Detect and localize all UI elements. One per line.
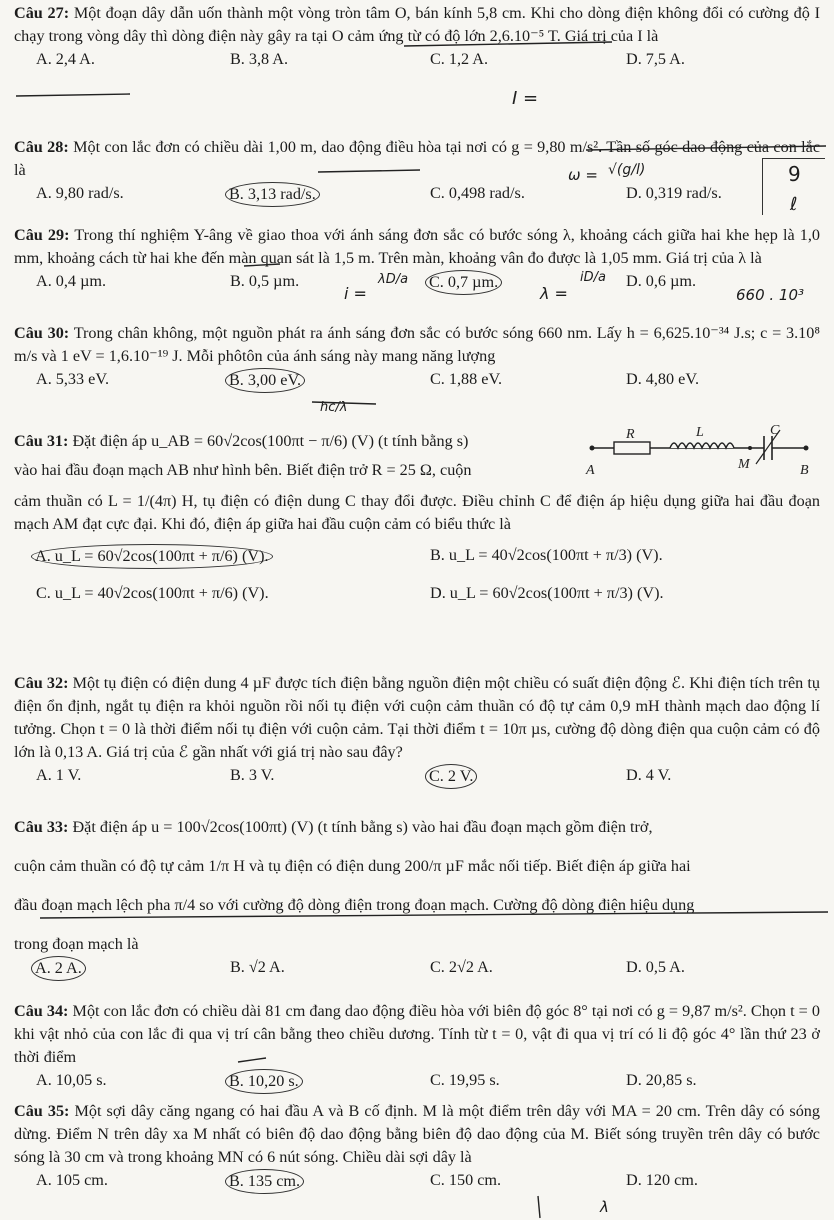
question-stem: Một con lắc đơn có chiều dài 1,00 m, dao động điều hòa tại nơi có g = 9,80 m/s². Tần số góc dao động của con lắc là xyxy=(14,138,821,179)
question-stem-line2: cuộn cảm thuần có độ tự cảm 1/π H và tụ điện có điện dung 200/π µF mắc nối tiếp. Biết điện áp giữa hai xyxy=(14,857,691,875)
option-a-circled[interactable] xyxy=(36,544,273,569)
option-b-circled[interactable] xyxy=(230,1169,304,1194)
question-stem: Trong thí nghiệm Y-âng về giao thoa với ánh sáng đơn sắc có bước sóng λ, khoảng cách giữa hai khe hẹp là 1,0 mm, khoảng cách từ hai khe đến màn quan sát là 1,5 m. Trên màn, khoảng vân đo được là 1,05 mm. Giá trị của λ là xyxy=(14,226,820,267)
option-a[interactable]: A. 1 V. xyxy=(36,766,82,784)
terminal-b xyxy=(804,446,809,451)
question-number: Câu 30: xyxy=(14,324,70,342)
resistor-symbol xyxy=(614,442,650,454)
option-a[interactable]: A. 5,33 eV. xyxy=(36,370,109,388)
options-row xyxy=(14,1169,820,1193)
question-34 xyxy=(14,1000,820,1093)
option-c[interactable]: C. 0,498 rad/s. xyxy=(430,184,525,202)
handwritten-note: λ = xyxy=(540,284,568,303)
label-a: A xyxy=(586,463,595,478)
option-c[interactable]: C. 2√2 A. xyxy=(430,958,493,976)
question-number: Câu 34: xyxy=(14,1002,69,1020)
option-a[interactable]: A. 10,05 s. xyxy=(36,1071,107,1089)
answer-circle: B. 135 cm. xyxy=(225,1169,304,1194)
option-d[interactable]: D. u_L = 60√2cos(100πt + π/3) (V). xyxy=(430,584,664,602)
answer-circle: C. 2 V. xyxy=(425,764,477,789)
label-l: L xyxy=(696,425,704,440)
handwritten-note: λ xyxy=(600,1198,609,1216)
options-row xyxy=(14,764,820,788)
question-stem-line4: trong đoạn mạch là xyxy=(14,935,139,953)
options-row xyxy=(14,1069,820,1093)
pen-stroke xyxy=(538,1196,540,1218)
question-stem: Một đoạn dây dẫn uốn thành một vòng tròn tâm O, bán kính 5,8 cm. Khi cho dòng điện không đổi có cường độ I chạy trong vòng dây thì dòng điện này gây ra tại O cảm ứng từ có độ lớn 2,6.10⁻⁵ T. Giá trị của I là xyxy=(14,4,820,45)
circuit-diagram xyxy=(584,424,818,484)
handwritten-note: ω = xyxy=(568,166,598,184)
question-stem-line1: Đặt điện áp u = 100√2cos(100πt) (V) (t tính bằng s) vào hai đầu đoạn mạch gồm điện trở, xyxy=(72,818,653,836)
answer-circle: B. 10,20 s. xyxy=(225,1069,303,1094)
question-number: Câu 29: xyxy=(14,226,70,244)
handwritten-note: √(g/l) xyxy=(608,162,646,178)
inductor-symbol xyxy=(670,443,734,448)
answer-circle: A. 2 A. xyxy=(31,956,86,981)
handwritten-note: iD/a xyxy=(580,270,606,285)
question-stem: Một sợi dây căng ngang có hai đầu A và B cố định. M là một điểm trên dây với MA = 20 cm. Trên dây có sóng dừng. Điểm N trên dây xa M nhất có biên độ dao động bằng biên độ dao động của M. Biết sóng truyền trên dây có bước sóng là 30 cm và trong khoảng MN có 6 nút sóng. Chiều dài sợi dây là xyxy=(14,1102,820,1166)
question-29 xyxy=(14,224,820,294)
question-stem: Trong chân không, một nguồn phát ra ánh sáng đơn sắc có bước sóng 660 nm. Lấy h = 6,625.10⁻³⁴ J.s; c = 3.10⁸ m/s và 1 eV = 1,6.10⁻¹⁹ J. Mỗi phôtôn của ánh sáng này mang năng lượng xyxy=(14,324,820,365)
label-r: R xyxy=(626,427,635,442)
label-b: B xyxy=(800,463,809,478)
options-row xyxy=(14,582,820,612)
terminal-a xyxy=(590,446,595,451)
handwritten-note: λD/a xyxy=(378,272,409,287)
question-number: Câu 33: xyxy=(14,818,69,836)
question-stem-line1: Đặt điện áp u_AB = 60√2cos(100πt − π/6) (V) (t tính bằng s) xyxy=(72,432,469,450)
underline-stroke xyxy=(16,94,130,96)
option-a-circled[interactable] xyxy=(36,956,86,981)
handwritten-note: i = xyxy=(344,284,367,303)
handwritten-note: hc/λ xyxy=(320,400,348,415)
handwritten-note: I = xyxy=(512,88,539,109)
answer-circle: B. 3,00 eV. xyxy=(225,368,305,393)
options-row xyxy=(14,956,820,980)
answer-circle: A. u_L = 60√2cos(100πt + π/6) (V). xyxy=(31,544,273,569)
question-number: Câu 35: xyxy=(14,1102,70,1120)
option-c-circled[interactable] xyxy=(430,270,502,295)
question-number: Câu 32: xyxy=(14,674,69,692)
label-m: M xyxy=(738,457,750,472)
question-stem: Một con lắc đơn có chiều dài 81 cm đang dao động điều hòa với biên độ góc 8° tại nơi có g = 9,87 m/s². Chọn t = 0 khi vật nhỏ của con lắc đi qua vị trí cân bằng theo chiều dương. Tính từ t = 0, vật đi qua vị trí có li độ góc 4° lần thứ 23 ở thời điểm xyxy=(14,1002,820,1066)
question-33 xyxy=(14,816,820,980)
question-35 xyxy=(14,1100,820,1193)
options-row xyxy=(14,182,820,206)
option-d[interactable]: D. 4,80 eV. xyxy=(626,370,699,388)
question-stem-line3: cảm thuần có L = 1/(4π) H, tụ điện có điện dung C thay đổi được. Điều chỉnh C để điện áp hiệu dụng giữa hai đầu đoạn mạch AM đạt cực đại. Khi đó, điện áp giữa hai đầu cuộn cảm có biểu thức là xyxy=(14,492,820,533)
answer-circle: C. 0,7 µm. xyxy=(425,270,502,295)
option-d[interactable]: D. 4 V. xyxy=(626,766,672,784)
option-c[interactable]: C. u_L = 40√2cos(100πt + π/6) (V). xyxy=(36,584,269,602)
options-row xyxy=(14,368,820,392)
option-d[interactable]: D. 0,6 µm. xyxy=(626,272,697,290)
option-b[interactable]: B. √2 A. xyxy=(230,958,285,976)
option-d[interactable]: D. 20,85 s. xyxy=(626,1071,697,1089)
question-number: Câu 28: xyxy=(14,138,69,156)
question-stem-line3: đầu đoạn mạch lệch pha π/4 so với cường độ dòng điện trong đoạn mạch. Cường độ dòng điện hiệu dụng xyxy=(14,896,695,914)
option-b[interactable]: B. 3,8 A. xyxy=(230,50,289,68)
answer-circle: B. 3,13 rad/s. xyxy=(225,182,320,207)
option-c[interactable]: C. 1,2 A. xyxy=(430,50,489,68)
option-a[interactable]: A. 2,4 A. xyxy=(36,50,95,68)
options-row xyxy=(14,544,820,574)
option-b-circled[interactable] xyxy=(230,182,320,207)
option-b[interactable]: B. u_L = 40√2cos(100πt + π/3) (V). xyxy=(430,546,663,564)
question-number: Câu 27: xyxy=(14,4,70,22)
node-m xyxy=(748,446,752,450)
option-d[interactable]: D. 0,319 rad/s. xyxy=(626,184,722,202)
option-b[interactable]: B. 0,5 µm. xyxy=(230,272,300,290)
handwritten-note: 9 xyxy=(788,162,801,186)
option-c[interactable]: C. 19,95 s. xyxy=(430,1071,500,1089)
option-c-circled[interactable] xyxy=(430,764,477,789)
option-b-circled[interactable] xyxy=(230,368,305,393)
options-row xyxy=(14,270,820,294)
question-28 xyxy=(14,136,820,206)
option-a[interactable]: A. 0,4 µm. xyxy=(36,272,107,290)
option-b[interactable]: B. 3 V. xyxy=(230,766,275,784)
option-c[interactable]: C. 150 cm. xyxy=(430,1171,502,1189)
question-stem: Một tụ điện có điện dung 4 µF được tích điện bằng nguồn điện một chiều có suất điện động ℰ. Khi điện tích trên tụ điện ổn định, ngắt tụ điện ra khỏi nguồn rồi nối tụ điện với cuộn cảm thuần có độ tự cảm 0,9 mH thành mạch dao động lí tưởng. Chọn t = 0 là thời điểm nối tụ điện với cuộn cảm. Tại thời điểm t = 10π µs, cường độ dòng điện qua cuộn cảm có độ lớn là 0,13 A. Giá trị của ℰ gần nhất với giá trị nào sau đây? xyxy=(14,674,820,761)
option-d[interactable]: D. 120 cm. xyxy=(626,1171,698,1189)
option-a[interactable]: A. 105 cm. xyxy=(36,1171,108,1189)
option-c[interactable]: C. 1,88 eV. xyxy=(430,370,503,388)
option-d[interactable]: D. 7,5 A. xyxy=(626,50,685,68)
handwritten-note: ℓ xyxy=(790,194,798,215)
question-30 xyxy=(14,322,820,392)
question-32 xyxy=(14,672,820,788)
label-c: C xyxy=(770,424,780,438)
question-27 xyxy=(14,2,820,72)
option-b-circled[interactable] xyxy=(230,1069,303,1094)
question-stem-line2: vào hai đầu đoạn mạch AB như hình bên. Biết điện trở R = 25 Ω, cuộn xyxy=(14,461,472,479)
handwritten-note: 660 . 10³ xyxy=(736,286,805,304)
option-a[interactable]: A. 9,80 rad/s. xyxy=(36,184,124,202)
options-row xyxy=(14,48,820,72)
option-d[interactable]: D. 0,5 A. xyxy=(626,958,685,976)
question-number: Câu 31: xyxy=(14,432,69,450)
